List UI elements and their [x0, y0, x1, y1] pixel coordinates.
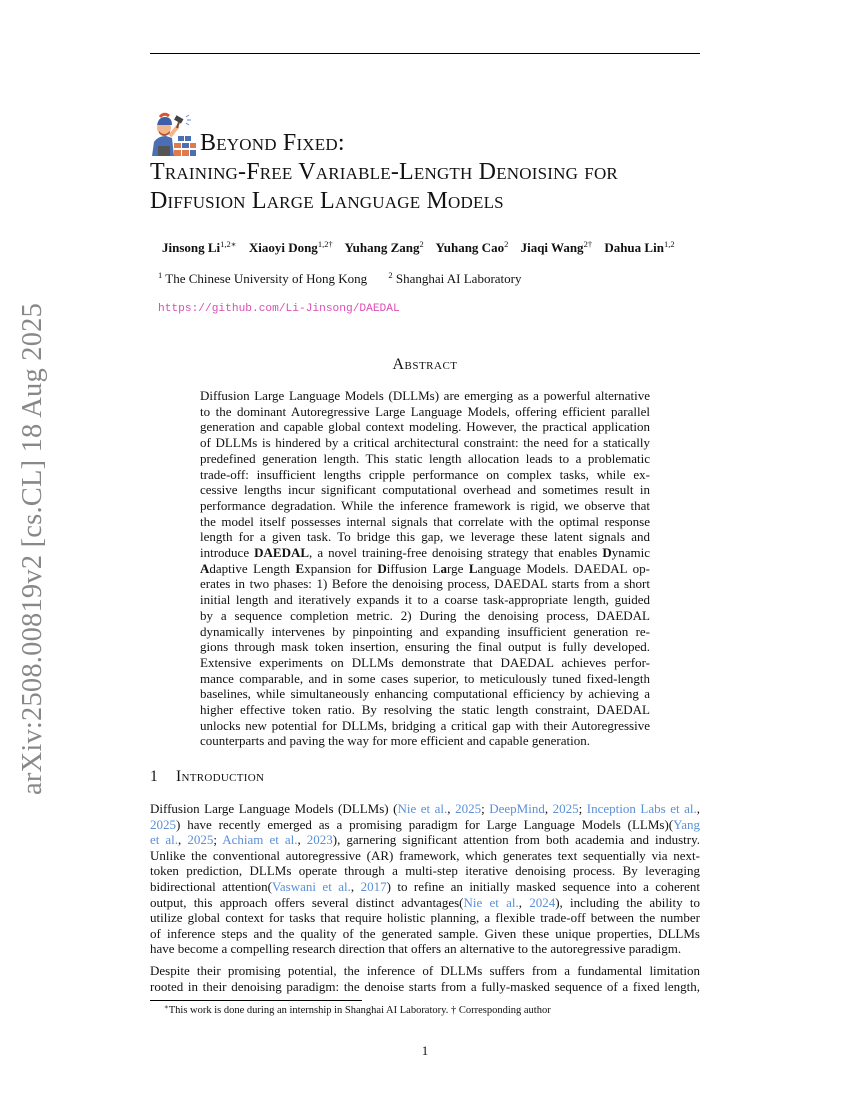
title-line-3: Diffusion Large Language Models	[150, 188, 504, 214]
citation-link[interactable]: 2025	[455, 801, 482, 816]
affiliation: $^2$ Shanghai AI Laboratory	[388, 270, 522, 286]
author-list	[162, 239, 675, 256]
citation-link[interactable]: Vaswani et al.	[271, 878, 351, 894]
author: Yuhang Zang$^2$	[344, 239, 424, 255]
citation-link[interactable]: 2017	[360, 878, 387, 894]
affiliations	[158, 270, 522, 287]
citation-link[interactable]: Inception Labs et al.	[586, 801, 697, 816]
author: Jinsong $Li^{1,2∗}$	[162, 239, 237, 255]
section-heading-introduction: 1 Introduction	[150, 768, 265, 785]
title-line-1: Beyond Fixed:	[200, 130, 345, 156]
citation-link[interactable]: et al.	[150, 832, 179, 848]
paper-title	[150, 112, 720, 216]
intro-paragraph-1: Diffusion Large Language Models (DLLMs) (Nie et al., 2025; DeepMind, 2025; Inception Labs et al., 2025) have recently emerged as a promising paradigm for Large Language Models (LLMs)(Yang et al., 2025; Achiam et al., 2023), garnering significant attention from both academia and industry. Unlike the conventional autoregressive (AR) framework, which generates text sequentially via next- token prediction, DLLMs operate through a multi-step iterative denoising process. By leveraging bidirectional attention(Vaswani et al., 2017) to refine an initially masked sequence into a coherent output, this approach offers several distinct advantages(Nie et al., 2024), including the ability to utilize global context for tasks that require holistic planning, a flexible trade-off between the number of inference steps and the quality of the generated sample. Given these unique properties, DLLMs have become a compelling research direction that offers an alternative to the autoregressive paradigm.	[150, 801, 701, 957]
citation-link[interactable]: DeepMind	[489, 801, 545, 816]
citation-link[interactable]: Nie et al.	[463, 894, 519, 910]
author: Dahua Lin$^{1,2}$	[604, 239, 675, 255]
author: Xiaoyi Dong$^{1,2\dagger}$	[248, 239, 333, 255]
citation-link[interactable]: 2025	[187, 832, 214, 848]
footnote-rule	[150, 1000, 362, 1001]
roman-soldier-bricklayer-logo-icon	[150, 112, 198, 158]
citation-link[interactable]: 2024	[529, 894, 556, 910]
header-rule	[150, 53, 700, 54]
abstract-heading: Abstract	[392, 356, 458, 373]
arxiv-identifier-stamp: arXiv:2508.00819v2 [cs.CL] 18 Aug 2025	[17, 302, 48, 795]
citation-link[interactable]: 2025	[552, 801, 579, 816]
page-number: 1	[421, 1043, 429, 1058]
author: Jiaqi Wang$^{2\dagger}$	[520, 239, 593, 255]
author: Yuhang Cao$^2$	[435, 239, 509, 255]
citation-link[interactable]: 2023	[306, 832, 333, 848]
title-line-2: Training-Free Variable-Length Denoising for	[150, 159, 618, 185]
citation-link[interactable]: Yang	[673, 816, 700, 832]
citation-link[interactable]: Achiam et al.	[222, 832, 298, 848]
intro-paragraph-2: Despite their promising potential, the inference of DLLMs suffers from a fundamental limitation rooted in their denoising paradigm: the denoise starts from a fully-masked sequence of a fixed length,	[150, 963, 700, 994]
citation-link[interactable]: 2025	[150, 816, 176, 832]
footnote: ∗This work is done during an internship in Shanghai AI Laboratory. † Corresponding author	[164, 1003, 551, 1016]
github-repo-link[interactable]: https://github.com/Li-Jinsong/DAEDAL	[158, 303, 400, 315]
citation-link[interactable]: Nie et al.	[397, 801, 448, 816]
affiliation: $^1$ The Chinese University of Hong Kong	[158, 270, 368, 286]
abstract-body: Diffusion Large Language Models (DLLMs) are emerging as a powerful alternative to the dominant Autoregressive Large Language Models, offering efficient parallel generation and capable global context modeling. However, the practical application of DLLMs is hindered by a critical architectural constraint: the need for a statically predefined generation length. This static length allocation leads to a problematic trade-off: insufficient lengths cripple performance on complex tasks, while ex- cessive lengths incur significant computational overhead and sometimes result in performance degradation. While the inference framework is rigid, we observe that the model itself possesses internal signals that correlate with the optimal response length for a given task. To bridge this gap, we leverage these latent signals and introduce DAEDAL, a novel training-free denoising strategy that enables Dynamic Adaptive Length Expansion for Diffusion Large Language Models. DAEDAL op- erates in two phases: 1) Before the denoising process, DAEDAL starts from a short initial length and iteratively expands it to a coarse task-appropriate length, guided by a sequence completion metric. 2) During the denoising process, DAEDAL dynamically intervenes by pinpointing and expanding insufficient generation re- gions through mask token insertion, ensuring the final output is fully developed. Extensive experiments on DLLMs demonstrate that DAEDAL achieves perfor- mance comparable, and in some cases superior, to meticulously tuned fixed-length baselines, while simultaneously enhancing computational efficiency by achieving a higher effective token ratio. By resolving the static length constraint, DAEDAL unlocks new potential for DLLMs, bridging a critical gap with their Autoregressive counterparts and paving the way for more efficient and capable generation.	[200, 388, 651, 749]
